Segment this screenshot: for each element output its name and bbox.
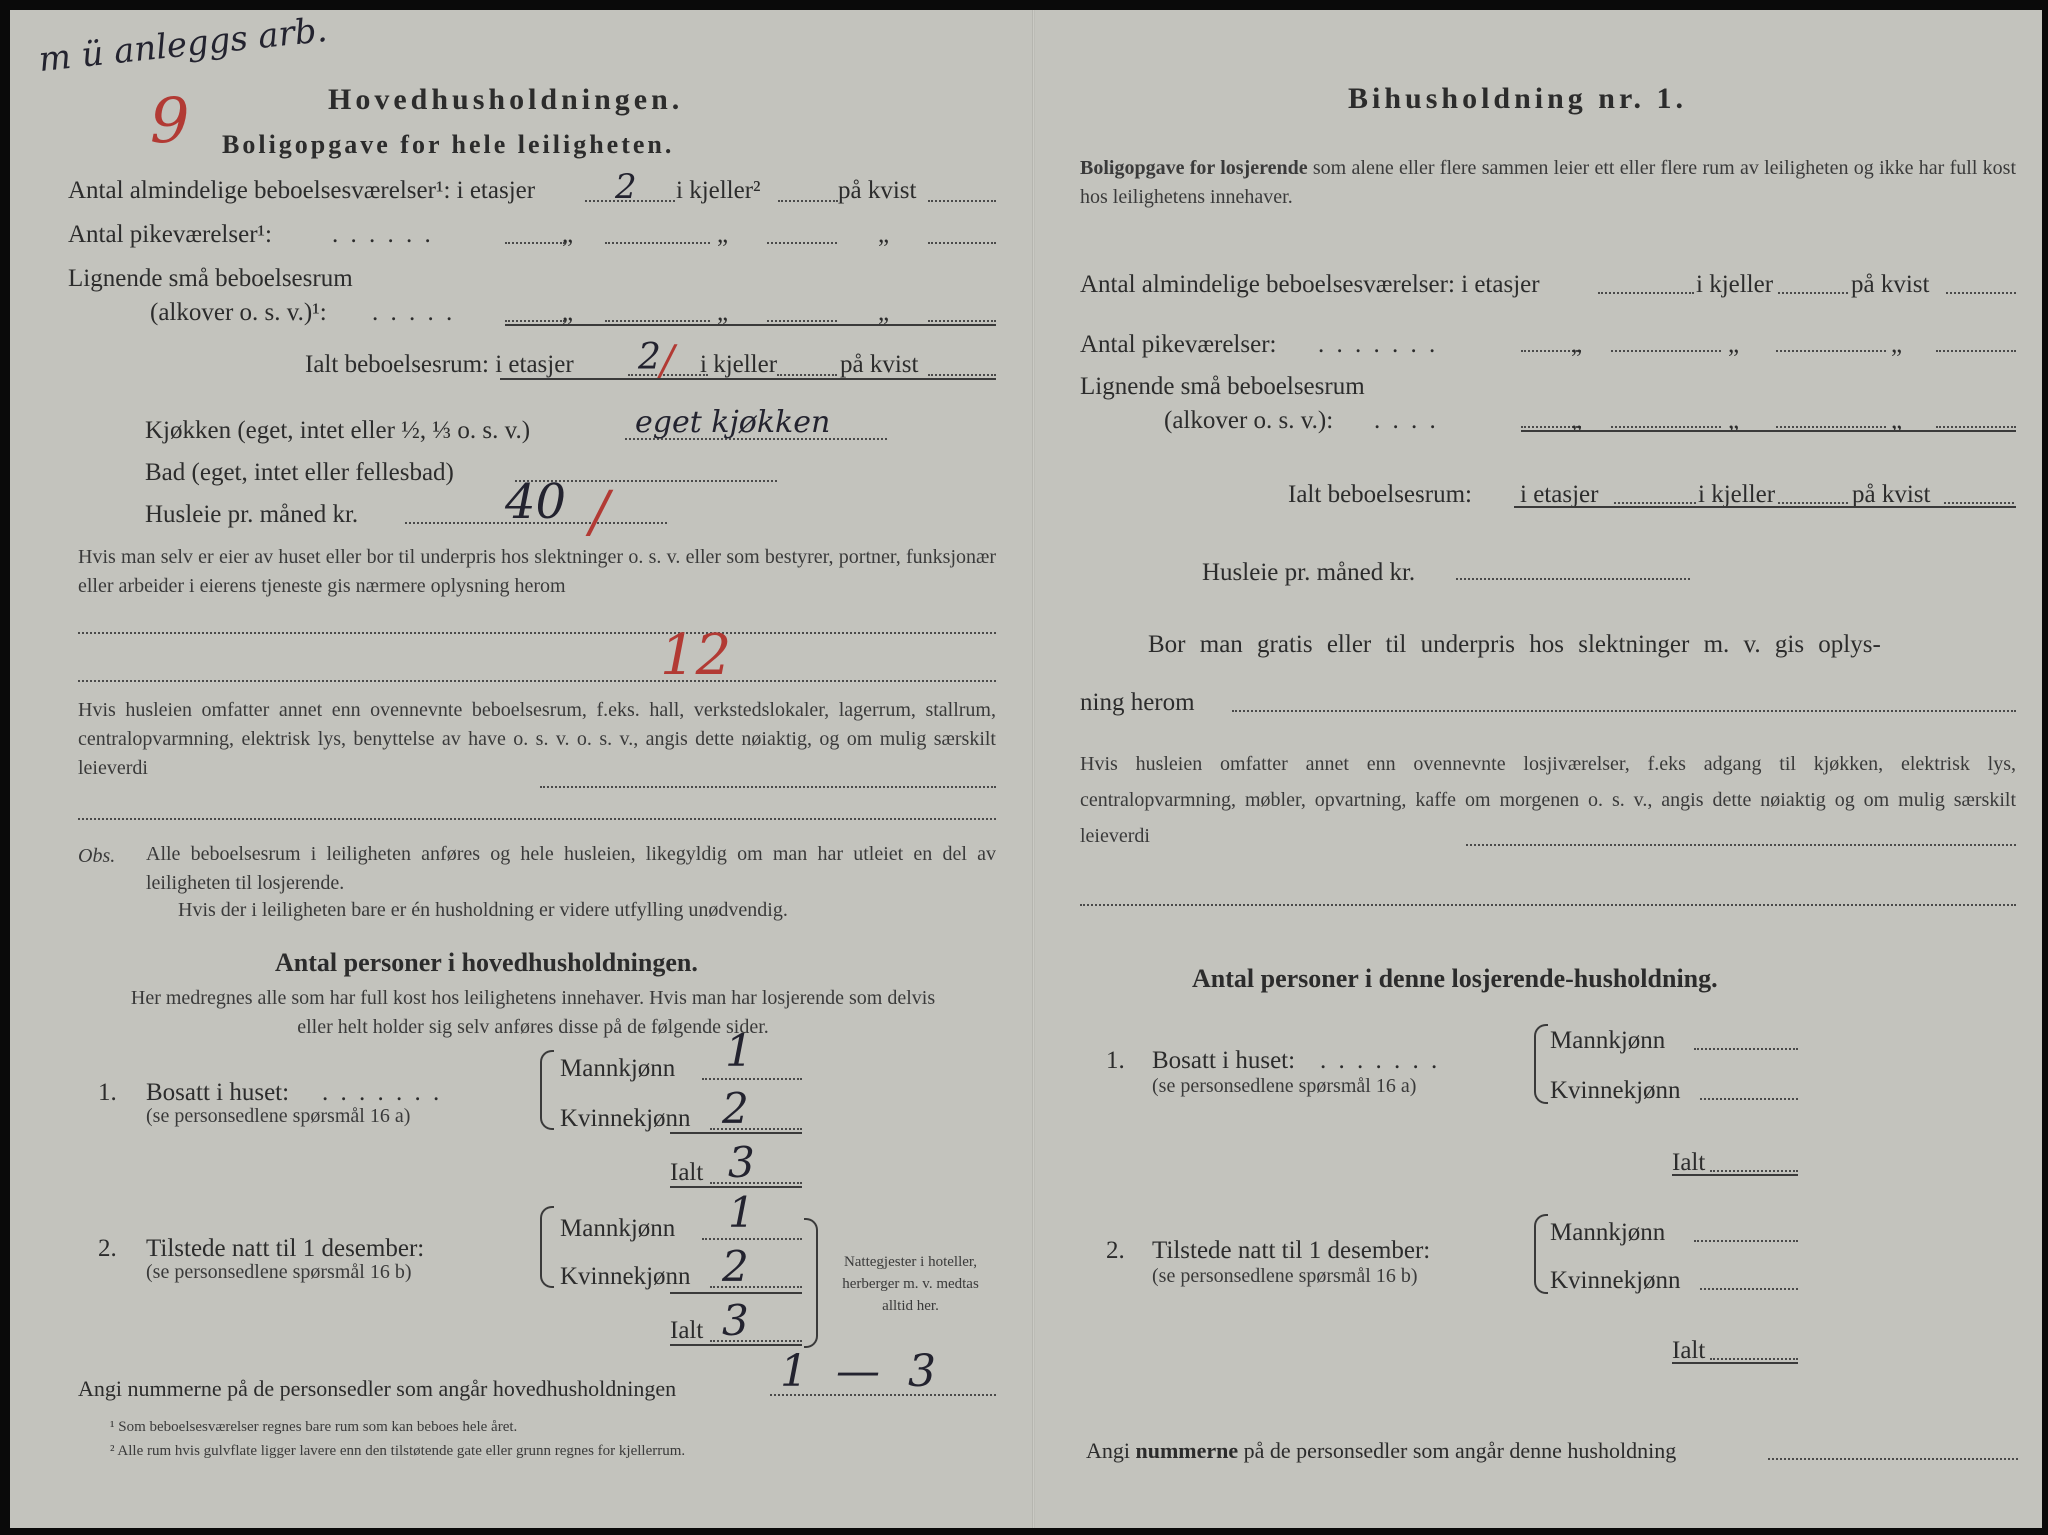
rooms-kvist-line[interactable] <box>928 200 996 202</box>
q2-subnote: (se personsedlene spørsmål 16 b) <box>146 1261 412 1283</box>
alcoves-label-1: Lignende små beboelsesrum <box>68 265 353 292</box>
persons-note: Her medregnes alle som har full kost hos leilighetens innehaver. Hvis man har losjerende som delvis eller helt holder sig selv anføres disse på de følgende sider. <box>130 987 936 1038</box>
maid-etasjer-line[interactable] <box>505 242 565 244</box>
total-etasjer-label: i etasjer <box>1520 481 1599 508</box>
ditto-mark: „ <box>1891 407 1903 434</box>
rooms-kjeller-line[interactable] <box>1778 292 1848 294</box>
ditto-mark: „ <box>1571 331 1583 358</box>
rent-value: 40 <box>505 474 567 530</box>
q1-label: Bosatt i huset: <box>146 1079 290 1106</box>
q1-male-line[interactable] <box>1694 1048 1798 1050</box>
kitchen-label: Kjøkken (eget, intet eller ½, ⅓ o. s. v.) <box>145 417 531 444</box>
q1-number: 1. <box>98 1079 117 1106</box>
angi-label: Angi nummerne på de personsedler som angår hovedhusholdningen <box>78 1376 677 1401</box>
q1-total-line[interactable] <box>1710 1170 1798 1172</box>
extra-rent-line-2[interactable] <box>78 818 996 820</box>
q2-label: Tilstede natt til 1 desember: <box>146 1235 425 1262</box>
q2-female-value: 2 <box>722 1242 749 1291</box>
rooms-label: Antal almindelige beboelsesværelser: i etasjer <box>1080 271 1540 298</box>
free-rent-text-1: Bor man gratis eller til underpris hos slektninger m. v. gis oplys- <box>1148 631 1881 658</box>
rooms-kjeller-label: i kjeller <box>1696 271 1774 298</box>
maid-rooms-label: Antal pikeværelser¹: <box>68 221 272 248</box>
rent-label: Husleie pr. måned kr. <box>1202 559 1416 586</box>
rooms-kvist-line[interactable] <box>1946 292 2016 294</box>
total-kjeller-label: i kjeller <box>1698 481 1776 508</box>
owner-instruction: Hvis man selv er eier av huset eller bor til underpris hos slektninger o. s. v. eller som bestyrer, portner, funksjonær eller arbeider i eierens tjeneste gis nærmere oplysning herom <box>78 546 996 597</box>
lodger-intro-bold: Boligopgave for losjerende <box>1080 157 1308 179</box>
page-subtitle: Boligopgave for hele leiligheten. <box>222 130 675 159</box>
q1-female-label: Kvinnekjønn <box>560 1105 691 1132</box>
total-kjeller-line[interactable] <box>777 374 837 376</box>
ditto-mark: „ <box>717 221 729 248</box>
total-kvist-line[interactable] <box>1944 502 2014 504</box>
lodger-household-page <box>1036 10 2042 1528</box>
q2-total-line[interactable] <box>1710 1358 1798 1360</box>
q2-number: 2. <box>1106 1237 1125 1264</box>
q1-female-value: 2 <box>722 1084 749 1133</box>
extra-rent-instruction: Hvis husleien omfatter annet enn ovennevnte losjiværelser, f.eks adgang til kjøkken, elektrisk lys, centralopvarmning, møbler, opvartning, kaffe om morgenen o. s. v., angis dette nøiaktig og om mulig særskilt leieverdi <box>1080 753 2016 847</box>
total-rooms-label: Ialt beboelsesrum: <box>1288 481 1472 508</box>
total-kvist-label: på kvist <box>840 351 919 378</box>
q1-brace <box>540 1050 554 1130</box>
q1-total-value: 3 <box>728 1138 755 1187</box>
q2-female-line[interactable] <box>1700 1288 1798 1290</box>
alcoves-kvist-line[interactable] <box>767 320 837 322</box>
main-household-page <box>10 10 1030 1528</box>
rent-line[interactable] <box>1456 578 1690 580</box>
alcoves-label-2: (alkover o. s. v.)¹: <box>150 299 327 326</box>
total-rooms-label: Ialt beboelsesrum: i etasjer <box>305 351 574 378</box>
footnote-2: ² Alle rum hvis gulvflate ligger lavere enn den tilstøtende gate eller grunn regnes for kjellerrum. <box>110 1443 686 1459</box>
ditto-mark: „ <box>1728 407 1740 434</box>
maid-rooms-dots: . . . . . . . <box>1318 331 1439 358</box>
alcoves-kjeller-line[interactable] <box>605 320 710 322</box>
maid-kvist-line[interactable] <box>1776 350 1886 352</box>
q1-total-line[interactable] <box>710 1182 802 1184</box>
extra-rent-instruction: Hvis husleien omfatter annet enn ovennevnte beboelsesrum, f.eks. hall, verkstedslokaler, lagerrum, stallrum, centralopvarmning, elektrisk lys, benyttelse av have o. s. v. o. s. v., angis dette nøiaktig, og om mulig særskilt leieverdi <box>78 699 996 779</box>
rooms-kjeller-line[interactable] <box>778 200 838 202</box>
rooms-kvist-label: på kvist <box>1851 271 1930 298</box>
page-title: Hovedhusholdningen. <box>328 83 684 116</box>
q2-total-label: Ialt <box>670 1317 704 1344</box>
q2-number: 2. <box>98 1235 117 1262</box>
alcoves-dots: . . . . <box>1374 407 1439 434</box>
total-kvist-label: på kvist <box>1852 481 1931 508</box>
rooms-kjeller-label: i kjeller² <box>676 177 761 204</box>
sum-rule <box>505 324 996 326</box>
ditto-mark: „ <box>878 221 890 248</box>
q1-total-label: Ialt <box>1672 1149 1706 1176</box>
handwritten-page-number: 9 <box>150 84 190 157</box>
rooms-label: Antal almindelige beboelsesværelser¹: i etasjer <box>68 177 536 204</box>
total-rule <box>1514 506 2016 508</box>
night-guests-note: Nattegjester i hoteller, herberger m. v. medtas alltid her. <box>842 1254 979 1314</box>
q1-total-label: Ialt <box>670 1159 704 1186</box>
q1-dots: . . . . . . . <box>1320 1047 1441 1074</box>
extra-rent-line-1[interactable] <box>540 786 996 788</box>
obs-text-1: Alle beboelsesrum i leiligheten anføres og hele husleien, likegyldig om man har utleiet en del av leiligheten til losjerende. <box>146 843 996 894</box>
ditto-mark: „ <box>717 299 729 326</box>
kitchen-value: eget kjøkken <box>635 405 831 440</box>
maid-kjeller-line[interactable] <box>605 242 710 244</box>
q2-sum-rule <box>670 1292 802 1294</box>
total-rule <box>500 378 996 380</box>
q2-total-value: 3 <box>722 1296 749 1345</box>
maid-kvist-line-2[interactable] <box>928 242 996 244</box>
angi-bold: nummerne <box>1135 1438 1239 1463</box>
ditto-mark: „ <box>562 221 574 248</box>
extra-rent-line-2[interactable] <box>1080 904 2016 906</box>
obs-text-2: Hvis der i leiligheten bare er én husholdning er videre utfylling unødvendig. <box>178 899 788 921</box>
q1-female-line[interactable] <box>1700 1098 1798 1100</box>
persons-heading: Antal personer i hovedhusholdningen. <box>275 948 698 977</box>
q1-female-label: Kvinnekjønn <box>1550 1077 1681 1104</box>
q1-subnote: (se personsedlene spørsmål 16 a) <box>146 1105 411 1127</box>
total-kjeller-label: i kjeller <box>700 351 778 378</box>
q1-sum-rule <box>670 1132 802 1134</box>
q2-total-label: Ialt <box>1672 1337 1706 1364</box>
q2-label: Tilstede natt til 1 desember: <box>1152 1237 1431 1264</box>
q1-male-value: 1 <box>725 1026 753 1077</box>
q1-male-line[interactable] <box>702 1078 802 1080</box>
angi-rest: på de personsedler som angår denne husholdning <box>1243 1438 1677 1463</box>
ditto-mark: „ <box>1891 331 1903 358</box>
q1-male-label: Mannkjønn <box>1550 1027 1666 1054</box>
alcoves-etasjer-line[interactable] <box>505 320 565 322</box>
q2-male-label: Mannkjønn <box>1550 1219 1666 1246</box>
total-etasjer-line[interactable] <box>1614 502 1696 504</box>
alcoves-dots: . . . . . <box>372 299 456 326</box>
owner-info-line-1[interactable] <box>78 632 996 634</box>
q1-brace <box>1534 1024 1548 1104</box>
q2-female-label: Kvinnekjønn <box>1550 1267 1681 1294</box>
q2-total-rule <box>1672 1362 1798 1364</box>
q2-brace <box>540 1206 554 1288</box>
angi-line[interactable] <box>1768 1458 2018 1460</box>
q2-male-line[interactable] <box>1694 1240 1798 1242</box>
page-title: Bihusholdning nr. 1. <box>1348 82 1688 115</box>
rooms-etasjer-value: 2 <box>615 167 637 207</box>
alcoves-kvist-line-2[interactable] <box>1936 426 2016 428</box>
total-kvist-line[interactable] <box>928 374 996 376</box>
alcoves-kvist-line-2[interactable] <box>928 320 996 322</box>
free-rent-line[interactable] <box>1232 710 2016 712</box>
q2-right-brace <box>804 1218 818 1348</box>
q1-subnote: (se personsedlene spørsmål 16 a) <box>1152 1075 1417 1097</box>
q2-male-line[interactable] <box>702 1238 802 1240</box>
sum-rule <box>1521 430 2016 432</box>
alcoves-label-2: (alkover o. s. v.): <box>1164 407 1334 434</box>
page-fold <box>1032 10 1035 1528</box>
angi-value: 1 — 3 <box>780 1346 936 1397</box>
lodger-intro <box>1080 154 2016 212</box>
q1-total-rule <box>1672 1174 1798 1176</box>
q2-male-value: 1 <box>728 1188 755 1237</box>
q2-brace <box>1534 1214 1548 1294</box>
obs-label: Obs. <box>78 845 116 867</box>
angi-text <box>1086 1440 1676 1462</box>
rent-label: Husleie pr. måned kr. <box>145 501 359 528</box>
footnote-1: ¹ Som beboelsesværelser regnes bare rum som kan beboes hele året. <box>110 1419 518 1435</box>
q2-male-label: Mannkjønn <box>560 1215 676 1242</box>
handwritten-occupation-note: m ü anleggs arb. <box>36 9 330 81</box>
ditto-mark: „ <box>878 299 890 326</box>
alcoves-label-1: Lignende små beboelsesrum <box>1080 373 1365 400</box>
q2-female-label: Kvinnekjønn <box>560 1263 691 1290</box>
ditto-mark: „ <box>562 299 574 326</box>
alcoves-kvist-line[interactable] <box>1776 426 1886 428</box>
bath-label: Bad (eget, intet eller fellesbad) <box>145 459 454 486</box>
ditto-mark: „ <box>1728 331 1740 358</box>
lodger-intro-rest: som alene eller flere sammen leier ett eller flere rum av leiligheten og ikke har full kost hos leilighetens innehaver. <box>1080 157 2017 208</box>
maid-rooms-dots: . . . . . . <box>332 221 434 248</box>
q2-subnote: (se personsedlene spørsmål 16 b) <box>1152 1265 1418 1287</box>
red-check-mark: / <box>590 480 609 545</box>
owner-info-line-2[interactable] <box>78 680 996 682</box>
total-etasjer-value: 2 <box>638 337 661 378</box>
q1-number: 1. <box>1106 1047 1125 1074</box>
red-check-mark: / <box>660 336 675 385</box>
alcoves-kjeller-line[interactable] <box>1611 426 1721 428</box>
persons-heading: Antal personer i denne losjerende-husholdning. <box>1192 964 1718 993</box>
extra-rent-line-1[interactable] <box>1466 844 2016 846</box>
free-rent-text-2: ning herom <box>1080 689 1195 716</box>
rooms-kvist-label: på kvist <box>838 177 917 204</box>
total-kjeller-line[interactable] <box>1778 502 1848 504</box>
q1-dots: . . . . . . . <box>322 1079 443 1106</box>
ditto-mark: „ <box>1571 407 1583 434</box>
maid-kjeller-line[interactable] <box>1611 350 1721 352</box>
handwritten-red-12: 12 <box>660 623 732 688</box>
q1-label: Bosatt i huset: <box>1152 1047 1296 1074</box>
census-form-sheet <box>10 10 2042 1528</box>
q1-male-label: Mannkjønn <box>560 1055 676 1082</box>
rooms-etasjer-line[interactable] <box>1598 292 1694 294</box>
maid-kvist-line[interactable] <box>767 242 837 244</box>
angi-pre: Angi <box>1086 1438 1130 1463</box>
maid-rooms-label: Antal pikeværelser: <box>1080 331 1277 358</box>
maid-kvist-line-2[interactable] <box>1936 350 2016 352</box>
